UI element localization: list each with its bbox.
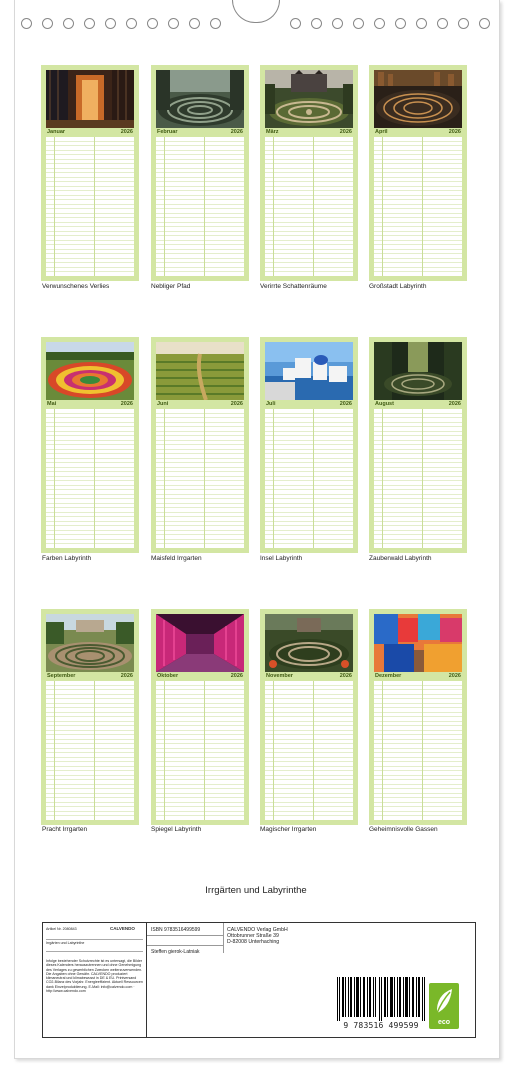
day-grid[interactable]	[156, 681, 244, 820]
binding-hole	[210, 18, 221, 29]
binding-hole	[437, 18, 448, 29]
month-name: März	[266, 129, 279, 135]
month-year: 2026	[230, 129, 243, 135]
month-december	[369, 609, 467, 825]
binding-hole	[332, 18, 343, 29]
binding-hole	[21, 18, 32, 29]
day-grid[interactable]	[46, 137, 134, 276]
product-title: Irrgärten und Labyrinthe	[46, 941, 85, 945]
month-name: September	[47, 673, 76, 679]
month-november	[260, 609, 358, 825]
publisher-line: D-82008 Unterhaching	[227, 939, 280, 946]
month-october	[151, 609, 249, 825]
binding-hole	[63, 18, 74, 29]
binding-hole	[84, 18, 95, 29]
month-photo	[46, 614, 134, 672]
month-year: 2026	[339, 673, 352, 679]
month-photo	[265, 614, 353, 672]
month-caption: Verwunschenes Verlies	[42, 283, 110, 290]
month-january	[41, 65, 139, 281]
month-photo	[374, 614, 462, 672]
calendar-title: Irrgärten und Labyrinthe	[205, 885, 307, 896]
month-photo	[46, 342, 134, 400]
month-photo	[156, 342, 244, 400]
month-name: Mai	[47, 401, 57, 407]
legal-text: Infolge bestehender Schutzrechte ist es untersagt, die Bilder dieses Kalenders herauszutrennen und ohne Genehmigung des Verlages zu gewerblichen Zwecken weiterzuverwenden. Die Angaben ohne Gewähr. CALVENDO produziert klimaneutral und klimabewusst in DE & EU. Printversand CO2-Bilanz des Vorjahr. Energieeffizient. Aktuell Ressourcen dank Einzelproduktierung. E-Mail: info@calvendo.com · http://www.calvendo.com	[46, 959, 143, 994]
month-photo	[156, 70, 244, 128]
day-grid[interactable]	[374, 409, 462, 548]
binding-hole	[105, 18, 116, 29]
binding-hole	[395, 18, 406, 29]
binding-hole	[416, 18, 427, 29]
month-caption: Geheimnisvolle Gassen	[369, 826, 438, 833]
month-caption: Verirrte Schattenräume	[260, 283, 327, 290]
month-photo	[265, 70, 353, 128]
eco-label: eco	[437, 1019, 451, 1026]
barcode	[333, 975, 429, 1031]
month-photo	[265, 342, 353, 400]
month-caption: Zauberwald Labyrinth	[369, 555, 432, 562]
month-name: Januar	[47, 129, 66, 135]
publisher-address	[227, 927, 288, 946]
isbn: ISBN 9783516499599	[151, 927, 201, 933]
imprint-left-column	[43, 923, 147, 1037]
month-year: 2026	[339, 129, 352, 135]
divider	[147, 935, 223, 936]
month-name: Juli	[266, 401, 276, 407]
month-name: November	[266, 673, 293, 679]
publisher-line: Ottobrunner Straße 39	[227, 933, 279, 940]
month-year: 2026	[230, 401, 243, 407]
month-name: Oktober	[157, 673, 179, 679]
month-february	[151, 65, 249, 281]
month-year: 2026	[448, 129, 461, 135]
binding-hole	[126, 18, 137, 29]
month-caption: Nebliger Pfad	[151, 283, 191, 290]
month-name: Dezember	[375, 673, 402, 679]
binding-hole	[374, 18, 385, 29]
month-caption: Insel Labyrinth	[260, 555, 303, 562]
month-year: 2026	[339, 401, 352, 407]
month-caption: Großstadt Labyrinth	[369, 283, 427, 290]
barcode-icon	[337, 977, 425, 1021]
month-year: 2026	[120, 129, 133, 135]
month-name: Juni	[157, 401, 169, 407]
day-grid[interactable]	[46, 681, 134, 820]
day-grid[interactable]	[374, 681, 462, 820]
month-september	[41, 609, 139, 825]
month-year: 2026	[120, 401, 133, 407]
article-number: Artikel Nr. 2080843	[46, 927, 77, 931]
month-photo	[46, 70, 134, 128]
month-year: 2026	[448, 673, 461, 679]
binding-hole	[458, 18, 469, 29]
binding-hole	[479, 18, 490, 29]
binding-hole	[42, 18, 53, 29]
month-july	[260, 337, 358, 553]
day-grid[interactable]	[156, 137, 244, 276]
binding-hole	[168, 18, 179, 29]
month-year: 2026	[120, 673, 133, 679]
binding-hole	[290, 18, 301, 29]
month-caption: Maisfeld Irrgarten	[151, 555, 202, 562]
month-year: 2026	[448, 401, 461, 407]
binding-hole	[189, 18, 200, 29]
month-name: April	[375, 129, 388, 135]
divider	[223, 923, 224, 953]
calvendo-logo: CALVENDO	[110, 926, 135, 931]
month-caption: Pracht Irrgarten	[42, 826, 88, 833]
imprint-main	[147, 923, 475, 1037]
divider	[147, 945, 223, 946]
month-caption: Spiegel Labyrinth	[151, 826, 202, 833]
day-grid[interactable]	[156, 409, 244, 548]
day-grid[interactable]	[374, 137, 462, 276]
month-name: Februar	[157, 129, 178, 135]
binding-hole	[353, 18, 364, 29]
month-photo	[374, 70, 462, 128]
month-caption: Farben Labyrinth	[42, 555, 92, 562]
month-name: August	[375, 401, 394, 407]
month-march	[260, 65, 358, 281]
author: Steffen gierok-Latniak	[151, 949, 200, 955]
month-may	[41, 337, 139, 553]
month-photo	[156, 614, 244, 672]
day-grid[interactable]	[265, 137, 353, 276]
month-caption: Magischer Irrgarten	[260, 826, 317, 833]
imprint-box	[42, 922, 476, 1038]
month-june	[151, 337, 249, 553]
month-august	[369, 337, 467, 553]
month-year: 2026	[230, 673, 243, 679]
day-grid[interactable]	[46, 409, 134, 548]
publisher-line: CALVENDO Verlag GmbH	[227, 927, 288, 933]
binding-hole	[311, 18, 322, 29]
binding-hole	[147, 18, 158, 29]
day-grid[interactable]	[265, 681, 353, 820]
eco-badge	[429, 983, 459, 1029]
barcode-number: 9 783516 499599	[343, 1021, 419, 1030]
month-april	[369, 65, 467, 281]
product-title-row	[46, 941, 143, 952]
leaf-icon	[434, 987, 454, 1015]
month-photo	[374, 342, 462, 400]
day-grid[interactable]	[265, 409, 353, 548]
article-row	[46, 927, 143, 940]
